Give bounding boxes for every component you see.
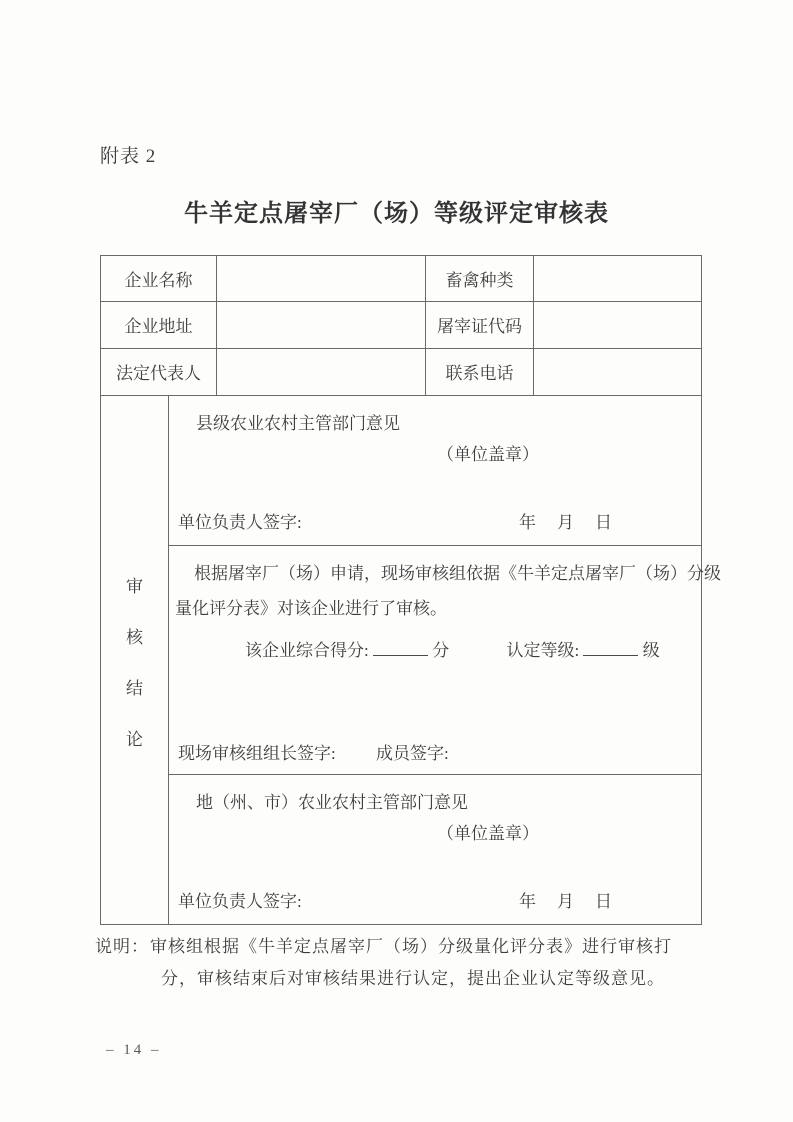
member-sign-label: 成员签字: [376, 744, 449, 763]
review-sections [169, 396, 721, 925]
attachment-label: 附表 2 [100, 146, 157, 167]
review-form-table [100, 255, 721, 925]
grade-blank-line [583, 641, 638, 656]
enterprise-info-grid [101, 256, 701, 396]
county-unit-seal-label: （单位盖章） [437, 445, 539, 464]
county-responsible-sign-label: 单位负责人签字: [178, 513, 302, 532]
value-legal-representative [217, 349, 426, 395]
label-contact-phone: 联系电话 [426, 349, 534, 395]
label-slaughter-cert-code: 屠宰证代码 [426, 302, 534, 348]
score-blank-line [373, 641, 428, 656]
onsite-paragraph-line2: 量化评分表》对该企业进行了审核。 [175, 599, 447, 618]
value-enterprise-address [217, 302, 426, 348]
label-enterprise-address: 企业地址 [101, 302, 217, 348]
row-header-char: 结 [126, 678, 143, 698]
county-date-label: 年 月 日 [519, 513, 614, 532]
review-conclusion-area [101, 396, 721, 925]
prefecture-opinion-heading: 地（州、市）农业农村主管部门意见 [196, 793, 468, 812]
note-line2: 分，审核结束后对审核结果进行认定，提出企业认定等级意见。 [161, 969, 665, 988]
label-enterprise-name: 企业名称 [101, 256, 217, 302]
label-livestock-type: 畜禽种类 [426, 256, 534, 302]
score-and-grade-row [245, 636, 660, 661]
section-onsite-review [169, 546, 721, 775]
team-leader-sign-label: 现场审核组组长签字: [178, 744, 336, 763]
value-livestock-type [534, 256, 702, 302]
prefecture-date-label: 年 月 日 [519, 892, 614, 911]
label-legal-representative: 法定代表人 [101, 349, 217, 395]
value-enterprise-name [217, 256, 426, 302]
note-label: 说明： [95, 937, 149, 956]
value-slaughter-cert-code [534, 302, 702, 348]
value-contact-phone [534, 349, 702, 395]
grade-label: 认定等级: [506, 641, 580, 660]
page-title: 牛羊定点屠宰厂（场）等级评定审核表 [184, 201, 609, 227]
review-conclusion-row-header [101, 396, 169, 925]
section-prefecture-opinion [169, 775, 701, 924]
prefecture-unit-seal-label: （单位盖章） [437, 824, 539, 843]
county-opinion-heading: 县级农业农村主管部门意见 [196, 414, 400, 433]
note-line1: 审核组根据《牛羊定点屠宰厂（场）分级量化评分表》进行审核打 [150, 937, 672, 956]
grade-unit: 级 [642, 641, 660, 660]
row-header-char: 审 [126, 576, 143, 596]
onsite-paragraph-line1: 根据屠宰厂（场）申请，现场审核组依据《牛羊定点屠宰厂（场）分级 [194, 564, 721, 583]
page-number: – 14 – [106, 1042, 162, 1058]
prefecture-responsible-sign-label: 单位负责人签字: [178, 892, 302, 911]
section-county-opinion [169, 396, 701, 546]
row-header-char: 论 [126, 729, 143, 749]
score-label: 该企业综合得分: [245, 641, 369, 660]
row-header-char: 核 [126, 627, 143, 647]
score-unit: 分 [432, 641, 450, 660]
